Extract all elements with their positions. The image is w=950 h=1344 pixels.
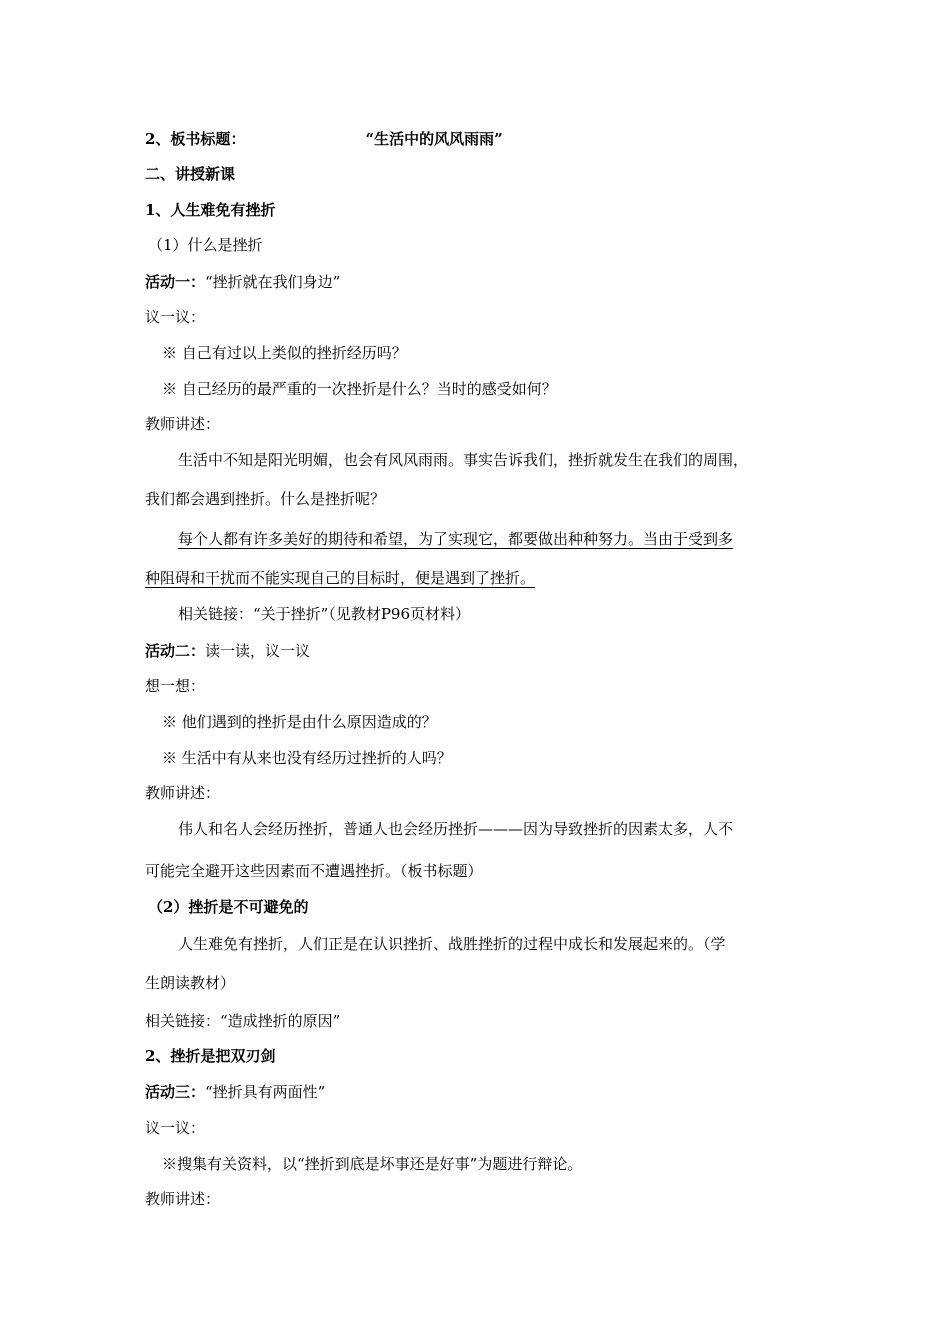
paragraph-line: 生朗读教材） xyxy=(145,974,236,992)
debate-item: ※搜集有关资料，以“挫折到底是坏事还是好事”为题进行辩论。 xyxy=(162,1155,583,1173)
activity-three-line xyxy=(145,1081,325,1103)
question-item: ※ 自己经历的最严重的一次挫折是什么？当时的感受如何？ xyxy=(162,380,557,398)
activity-one-title: “挫折就在我们身边” xyxy=(205,273,341,291)
definition-line: 每个人都有许多美好的期待和希望，为了实现它，都要做出种种努力。当由于受到多 xyxy=(178,530,734,548)
activity-three-label: 活动三： xyxy=(145,1083,206,1101)
definition-line: 种阻碍和干扰而不能实现自己的目标时，便是遇到了挫折。 xyxy=(145,569,536,587)
paragraph-line: 我们都会遇到挫折。什么是挫折呢？ xyxy=(145,490,386,508)
board-title-text: “生活中的风风雨雨” xyxy=(365,130,503,148)
activity-two-label: 活动二： xyxy=(145,642,206,660)
teacher-narration-label: 教师讲述： xyxy=(145,1190,221,1208)
discuss-label: 议一议： xyxy=(145,1119,206,1137)
teacher-narration-label: 教师讲述： xyxy=(145,784,221,802)
discuss-label: 议一议： xyxy=(145,308,206,326)
activity-two-line xyxy=(145,640,310,662)
related-link-line: 相关链接：“关于挫折”（见教材P96页材料） xyxy=(178,605,471,623)
question-item: ※ 自己有过以上类似的挫折经历吗？ xyxy=(162,344,407,362)
board-title-line xyxy=(145,128,503,150)
question-item: ※ 他们遇到的挫折是由什么原因造成的？ xyxy=(162,713,437,731)
activity-one-line xyxy=(145,271,340,293)
paragraph-line: 可能完全避开这些因素而不遭遇挫折。（板书标题） xyxy=(145,862,483,880)
subsection-heading-2: 2、挫折是把双刃剑 xyxy=(145,1047,276,1065)
related-link-line: 相关链接：“造成挫折的原因” xyxy=(145,1012,341,1030)
subheading-what-is-frustration: （1）什么是挫折 xyxy=(148,236,263,254)
activity-two-title: 读一读，议一议 xyxy=(205,642,311,660)
paragraph-line: 生活中不知是阳光明媚，也会有风风雨雨。事实告诉我们，挫折就发生在我们的周围， xyxy=(178,451,749,469)
paragraph-line: 伟人和名人会经历挫折，普通人也会经历挫折———因为导致挫折的因素太多，人不 xyxy=(178,820,734,838)
activity-one-label: 活动一： xyxy=(145,273,206,291)
teacher-narration-label: 教师讲述： xyxy=(145,415,221,433)
section-heading: 二、讲授新课 xyxy=(145,165,236,183)
question-item: ※ 生活中有从来也没有经历过挫折的人吗？ xyxy=(162,749,452,767)
subheading-unavoidable: （2）挫折是不可避免的 xyxy=(148,898,309,916)
paragraph-line: 人生难免有挫折，人们正是在认识挫折、战胜挫折的过程中成长和发展起来的。（学 xyxy=(178,935,726,953)
subsection-heading-1: 1、人生难免有挫折 xyxy=(145,201,276,219)
think-label: 想一想： xyxy=(145,677,206,695)
activity-three-title: “挫折具有两面性” xyxy=(205,1083,326,1101)
board-title-label: 2、板书标题： xyxy=(145,130,246,148)
